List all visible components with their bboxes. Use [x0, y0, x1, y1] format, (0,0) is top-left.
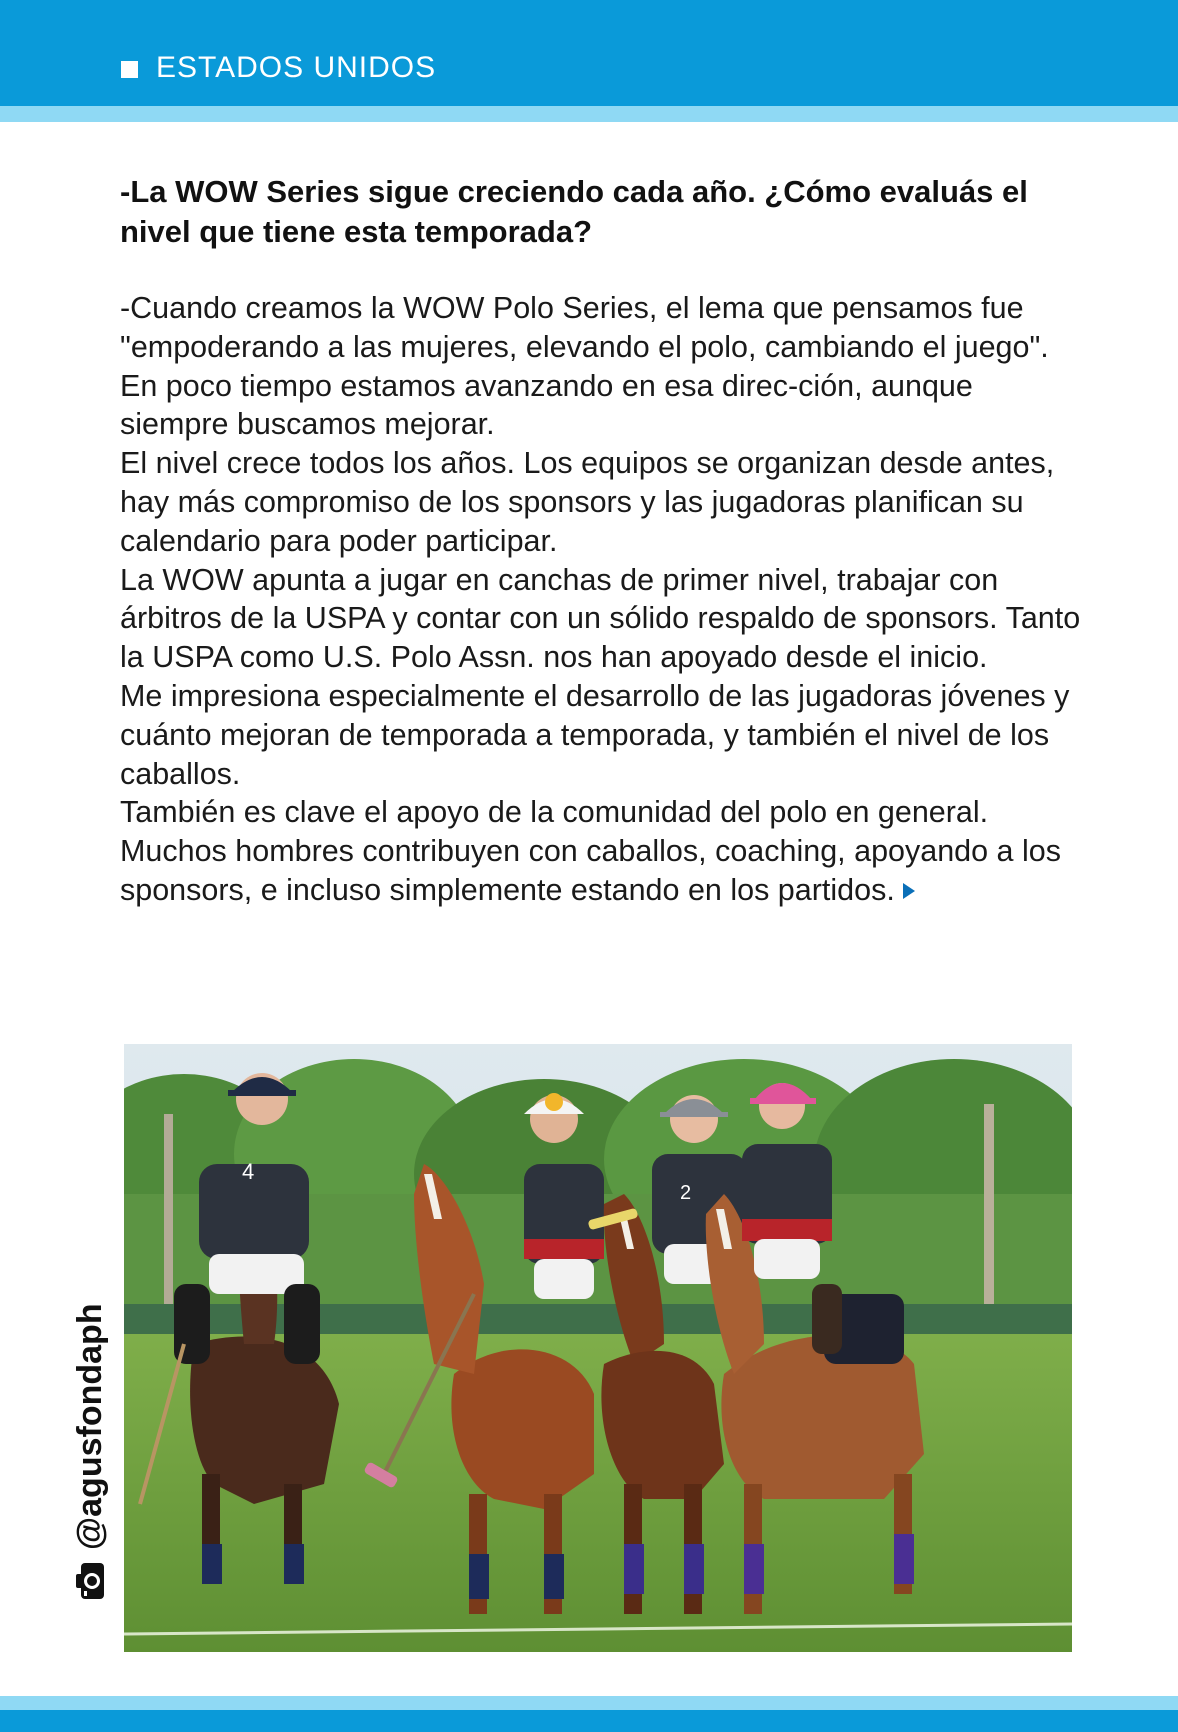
answer-paragraph: -Cuando creamos la WOW Polo Series, el lema que pensamos fue "empoderando a las mujeres, elevando el polo, cambiando el juego". En poco tiempo estamos avanzando en esa direc-ción, aunque siempre buscamos mejorar. — [120, 291, 1049, 442]
jersey-number-center: 2 — [680, 1182, 692, 1204]
footer-stripe — [0, 1696, 1178, 1710]
answer-paragraph: La WOW apunta a jugar en canchas de primer nivel, trabajar con árbitros de la USPA y contar con un sólido respaldo de sponsors. Tanto la USPA como U.S. Polo Assn. nos han apoyado desde el inicio. — [120, 562, 1081, 675]
header-bar — [0, 0, 1178, 106]
photo-credit-rotated — [72, 1303, 108, 1600]
section-label: ESTADOS UNIDOS — [156, 51, 437, 84]
photo-credit-text: @agusfondaph — [71, 1303, 109, 1550]
answer-paragraph: Me impresiona especialmente el desarrollo de las jugadoras jóvenes y cuánto mejoran de temporada a temporada, y también el nivel de los caballos. — [120, 678, 1070, 791]
answer-paragraph: El nivel crece todos los años. Los equipos se organizan desde antes, hay más compromiso de los sponsors y las jugadoras planifican su calendario para poder participar. — [120, 446, 1055, 558]
camera-icon — [75, 1562, 105, 1600]
polo-players-photo — [124, 1044, 1072, 1652]
jersey-number-left: 4 — [242, 1159, 255, 1184]
footer-bar — [0, 1710, 1178, 1732]
answer-paragraph: También es clave el apoyo de la comunidad del polo en general. Muchos hombres contribuyen con caballos, coaching, apoyando a los sponsors, e incluso simplemente estando en los partidos. — [120, 795, 1061, 907]
answer-paragraph-last — [120, 793, 1085, 909]
header-stripe — [0, 106, 1178, 122]
polo-photo-illustration — [124, 1044, 1072, 1652]
end-of-article-arrow-icon — [903, 883, 915, 899]
interview-answer — [120, 289, 1085, 910]
interview-question: -La WOW Series sigue creciendo cada año. ¿Cómo evaluás el nivel que tiene esta temporada? — [120, 174, 1028, 249]
section-marker-square — [121, 61, 138, 78]
